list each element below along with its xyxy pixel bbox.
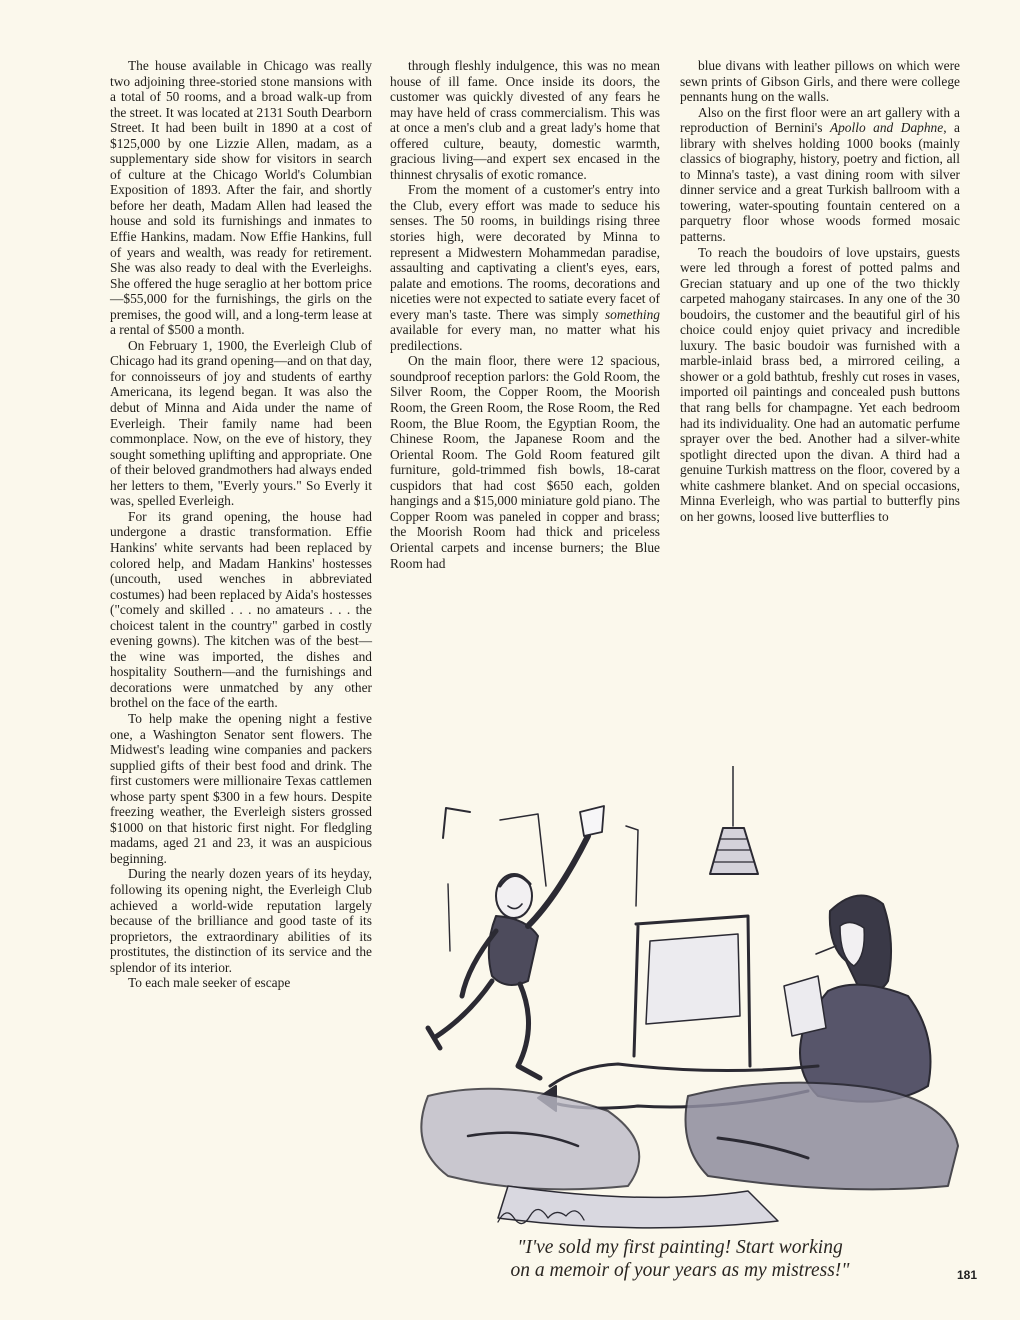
paragraph: To reach the boudoirs of love upstairs, guests were led through a forest of potted palms and Grecian statuary and up one of the two thickly carpeted mahogany staircases. In any one of the 30 boudoirs, the customer and the beautiful girl of his choice could enjoy quiet privacy and incredible luxury. The basic boudoir was furnished with a marble-inlaid brass bed, a mirrored ceiling, a shower or a gold bathtub, freshly cut roses in vases, imported oil paintings and concealed push buttons that rang bells for champagne. Yet each bedroom had its individuality. One had an automatic perfume sprayer over the bed. Another had a silver-white spotlight directed upon the divan. A third had a genuine Turkish mattress on the floor, covered by a white cashmere blanket. And on special occasions, Minna Everleigh, who was partial to butterfly pins on her gowns, loosed live butterflies to (680, 244, 960, 524)
paragraph: through fleshly indulgence, this was no mean house of ill fame. Once inside its doors, the customer was quickly divested of any fears he may have held of crass commercialism. This was at once a men's club and a great lady's home that offered culture, beauty, domestic warmth, gracious living—and expert sex encased in the thinnest chrysalis of exotic romance. (390, 58, 660, 182)
cartoon-illustration (388, 766, 964, 1240)
paragraph: To each male seeker of escape (128, 975, 291, 991)
paragraph: During the nearly dozen years of its heyday, following its opening night, the Everleigh Club achieved a world-wide reputation largely because of the brilliance and good taste of its proprietors, the extraordinary abilities of its prostitutes, the distinction of its service and the splendor of its interior. (110, 866, 372, 975)
article-column-1 (110, 58, 372, 991)
cartoon-caption (440, 1236, 920, 1282)
paragraph: For its grand opening, the house had undergone a drastic transformation. Effie Hankins' white servants had been replaced by colored help, and Madam Hankins' hostesses (uncouth, used wenches in abbreviated costumes) had been replaced by Aida's hostesses ("comely and skilled . . . no amateurs . . . the choicest talent in the country" garbed in costly evening gowns). The kitchen was of the best—the wine was imported, the dishes and hospitality Southern—and the furnishings and decorations were unmatched by any other brothel on the face of the earth. (110, 508, 372, 711)
paragraph: Also on the first floor were an art gallery with a reproduction of Bernini's Apollo and Daphne, a library with shelves holding 1000 books (mainly classics of biography, history, poetry and fiction, all to Minna's taste), a vast dining room with silver dinner service and a great Turkish ballroom with a towering, water-spouting fountain centered on a parquetry floor whose woods formed mosaic patterns. (680, 104, 961, 245)
page-number: 181 (957, 1268, 978, 1282)
article-column-3 (680, 58, 960, 524)
paragraph: On February 1, 1900, the Everleigh Club of Chicago had its grand opening—and on that day, for connoisseurs of joy and students of earthy Americana, its legend began. It was also the debut of Minna and Aida under the name of Everleigh. Their family name had been commonplace. Now, on the eve of history, they sought something uplifting and appropriate. One of their beloved grandmothers had always ended her letters to them, "Everly yours." So Everly it was, spelled Everleigh. (110, 337, 372, 509)
paragraph: The house available in Chicago was really two adjoining three-storied stone mansions with a total of 50 rooms, and a broad walk-up from the street. It was located at 2131 South Dearborn Street. It had been built in 1890 at a cost of $125,000 by one Lizzie Allen, madam, as a supplementary side show for visitors in search of culture at the Chicago World's Columbian Exposition of 1893. After the fair, and shortly before her death, Madam Allen had leased the house and sold its furnishings and inmates to Effie Hankins, madam. Now Effie Hankins, full of years and wealth, was ready for retirement. She was also ready to deal with the Everleighs. She offered the huge seraglio at her bottom price—$55,000 for the furnishings, the girls on the premises, the good will, and a long-term lease at a rental of $500 a month. (110, 58, 372, 338)
caption-line-2: on a memoir of your years as my mistress!" (510, 1260, 850, 1281)
paragraph: From the moment of a customer's entry into the Club, every effort was made to seduce his senses. The 50 rooms, in buildings rising three stories high, were decorated by Minna to represent a Midwestern Mohammedan paradise, assaulting and captivating a client's eyes, ears, palate and emotions. The rooms, decorations and niceties were not expected to satiate every facet of every man's taste. There was simply something available for every man, no matter what his predilections. (390, 182, 660, 353)
paragraph: On the main floor, there were 12 spacious, soundproof reception parlors: the Gold Room, the Silver Room, the Copper Room, the Moorish Room, the Green Room, the Rose Room, the Red Room, the Blue Room, the Egyptian Room, the Chinese Room, the Japanese Room and the Oriental Room. The Gold Room featured gilt furniture, gold-trimmed fish bowls, 18-carat cuspidors that had cost $650 each, golden hangings and a $15,000 miniature gold piano. The Copper Room was paneled in copper and brass; the Moorish Room had thick and priceless Oriental carpets and incense burners; the Blue Room had (390, 353, 660, 571)
article-column-2 (390, 58, 660, 571)
paragraph: blue divans with leather pillows on which were sewn prints of Gibson Girls, and there were college pennants hung on the walls. (680, 58, 960, 105)
caption-line-1: "I've sold my first painting! Start working (517, 1237, 843, 1258)
paragraph: To help make the opening night a festive one, a Washington Senator sent flowers. The Midwest's leading wine companies and packers supplied gifts of their best food and drink. The first customers were millionaire Texas cattlemen whose party spent $300 in a few hours. Despite freezing weather, the Everleigh sisters grossed $1000 on that historic first night. For fledgling madams, aged 21 and 23, it was an auspicious beginning. (110, 710, 372, 866)
